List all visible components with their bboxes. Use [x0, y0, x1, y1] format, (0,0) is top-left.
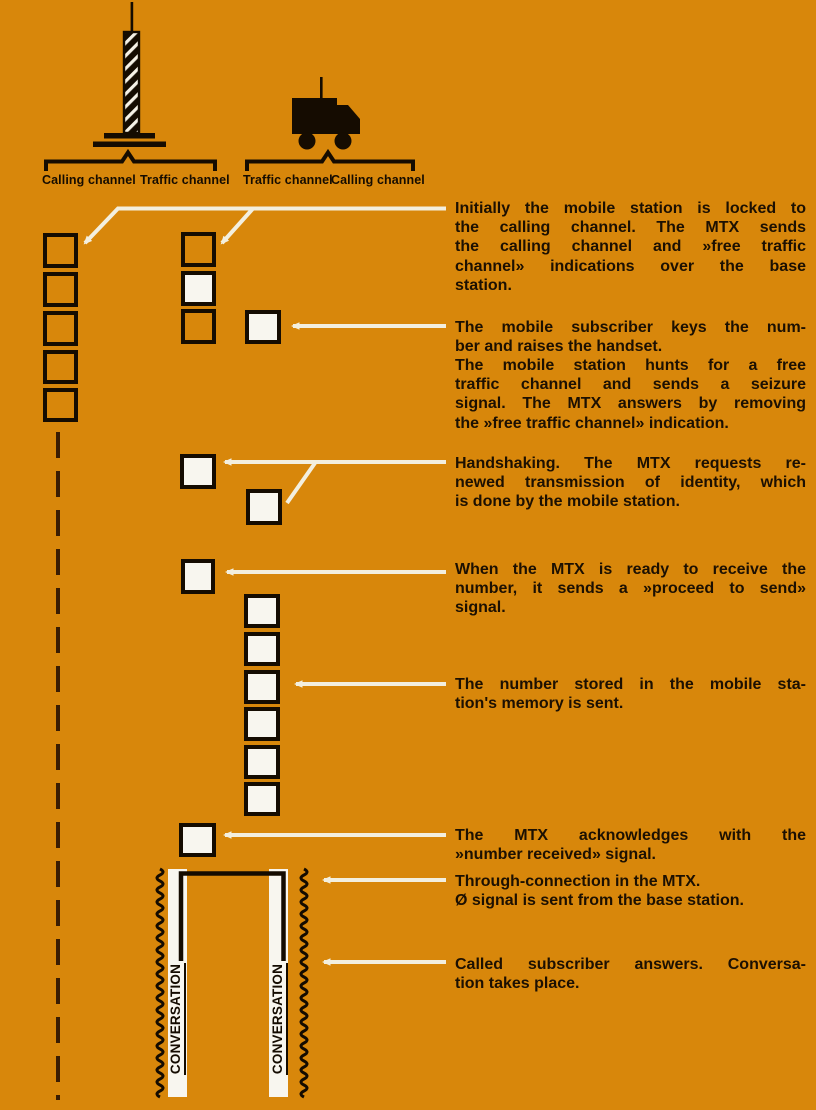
callout-handshake-branch: [287, 463, 315, 503]
wavy-line-right: [301, 869, 307, 1097]
annotation-seizure: The mobile subscriber keys the num- ber and raises the handset. The mobile station hunts for a free traffic channel and sends a seizure signal. The MTX answers by removing the »free traffic channel» indication.: [455, 318, 806, 432]
signal-block-number-1: [244, 594, 280, 628]
signal-block-traffic-2: [181, 271, 217, 306]
bracket-mobile-station: [247, 153, 413, 172]
label-ms-calling-channel: Calling channel: [331, 173, 425, 187]
label-bs-traffic-channel: Traffic channel: [140, 173, 230, 187]
bracket-base-station: [46, 153, 215, 172]
signal-block-number-5: [244, 745, 280, 779]
signal-block-handshake-1: [180, 454, 216, 489]
conversation-label-left: CONVERSATION: [167, 963, 186, 1075]
signal-block-calling-2: [43, 272, 78, 307]
signal-block-handshake-2: [246, 489, 282, 525]
signal-block-number-4: [244, 707, 280, 741]
signal-block-number-2: [244, 632, 280, 666]
annotation-number-received: The MTX acknowledges with the »number received» signal.: [455, 827, 806, 864]
annotation-number-sent: The number stored in the mobile sta- tion's memory is sent.: [455, 676, 806, 713]
radio-tower-icon: [88, 2, 168, 150]
label-bs-calling-channel: Calling channel: [42, 173, 136, 187]
signal-block-number-6: [244, 782, 280, 816]
signal-block-calling-4: [43, 350, 78, 385]
annotation-conversation: Called subscriber answers. Conversa- tion takes place.: [455, 956, 806, 993]
label-ms-traffic-channel: Traffic channel: [243, 173, 333, 187]
signal-block-proceed-to-send: [181, 559, 216, 594]
signal-block-seizure: [245, 310, 281, 345]
callout-initial-lock-right: [222, 209, 253, 244]
annotation-through-connection: Through-connection in the MTX. Ø signal is sent from the base station.: [455, 872, 744, 909]
signal-block-traffic-3: [181, 309, 217, 344]
signal-block-calling-5: [43, 388, 78, 423]
signal-block-calling-3: [43, 311, 78, 346]
annotation-initial-lock: Initially the mobile station is locked to the calling channel. The MTX sends the calling channel and »free traffic channel» indications over the base station.: [455, 200, 806, 294]
signal-block-traffic-1: [181, 232, 217, 267]
callout-initial-lock-left: [85, 209, 446, 244]
annotation-proceed-to-send: When the MTX is ready to receive the number, it sends a »proceed to send» signal.: [455, 561, 806, 617]
signal-block-number-received: [179, 823, 216, 857]
wavy-line-left: [157, 869, 163, 1097]
conversation-label-right: CONVERSATION: [269, 963, 288, 1075]
signal-block-calling-1: [43, 233, 78, 268]
truck-icon: [285, 72, 365, 152]
signal-block-number-3: [244, 670, 280, 704]
calling-channel-timeline-dashed: [56, 432, 60, 1100]
annotation-handshaking: Handshaking. The MTX requests re- newed transmission of identity, which is done by the mobile station.: [455, 455, 806, 511]
